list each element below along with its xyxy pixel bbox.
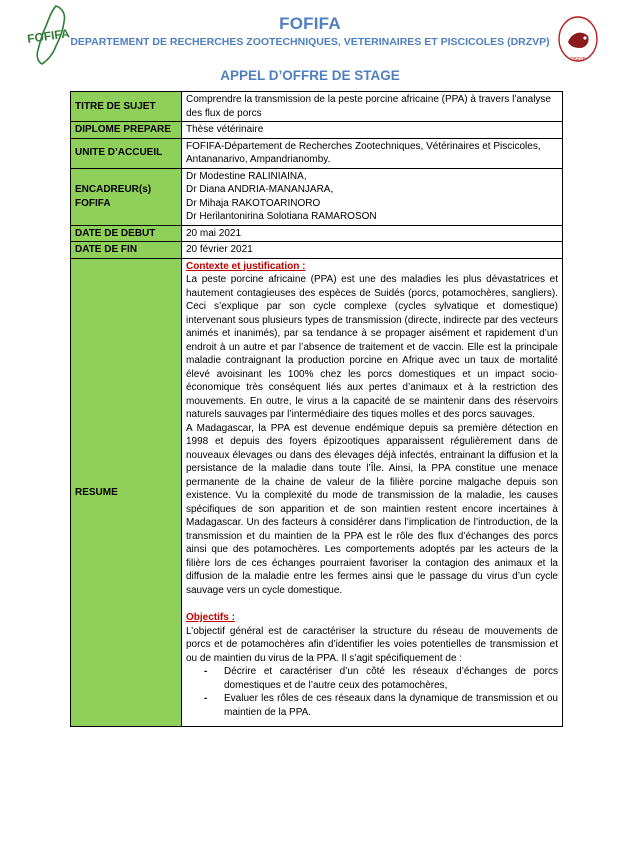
context-paragraph-1: La peste porcine africaine (PPA) est une des maladies les plus dévastatrices et hautement contagieuses des espèces de Suidés (porcs, potamochères, sangliers). Ceci s’explique par son cycle complexe (cycles sylvatique et domestique) intervenant sous plusieurs types de transmission (directe, indirecte par des vecteurs animés et inanimés), par sa tendance à se propager aisément et rapidement d’un endroit à un autre et par l’absence de traitement et de vaccin. Elle est la principale maladie contraignant la production porcine en Afrique avec un taux de mortalité élevé avoisinant les 100% chez les porcs domestiques et un impact socio-économique très conséquent liés aux pertes d’animaux et à la restriction des mouvements. En outre, le virus a la capacité de se maintenir dans des réservoirs naturels sauvages par l’intermédiaire des tiques molles et des porcs sauvages. [186,274,558,420]
label-titre: TITRE DE SUJET [71,92,182,122]
encadreur-name: Dr Herilantonirina Solotiana RAMAROSON [186,211,377,222]
offer-table [70,91,563,727]
value-fin: 20 février 2021 [182,242,563,259]
label-encadreur [71,168,182,225]
row-encadreur [71,168,563,225]
objective-item: - Evaluer les rôles de ces réseaux dans la dynamique de transmission et ou maintien de la PPA. [224,692,558,719]
value-unite: FOFIFA-Département de Recherches Zootechniques, Vétérinaires et Piscicoles, Antananarivo, Ampandrianomby. [182,138,563,168]
label-fin: DATE DE FIN [71,242,182,259]
objectives-title: Objectifs : [186,612,235,623]
label-diplome: DIPLOME PREPARE [71,122,182,139]
row-titre [71,92,563,122]
objective-item: - Décrire et caractériser d’un côté les réseaux d’échanges de porcs domestiques et de l’autre ceux des potamochères, [224,665,558,692]
encadreur-name: Dr Mihaja RAKOTOARINORO [186,197,321,209]
objectives-list [186,665,558,719]
context-paragraph-2: A Madagascar, la PPA est devenue endémique depuis sa première détection en 1998 et depuis des foyers épizootiques apparaissent régulièrement dans de nouveaux élevages ou dans des élevages déjà infectés, entrainant la diffusion et la persistance de la maladie dans toute l’Île. Ainsi, la PPA constitue une menace permanente de la chaine de valeur de la filière porcine malgache depuis son existence. Vu la complexité du mode de transmission de la maladie, les causes spécifiques de son apparition et de son maintien restent encore incertaines à Madagascar. Un des facteurs à considérer dans l’implication de l’introduction, de la transmission et du maintien de la PPA est le rôle des flux d’échanges des porcs ainsi que des potamochères. Les comportements adoptés par les acteurs de la filière lors de ces échanges pourraient favoriser la contagion des animaux et la diffusion de la maladie entre les fermes ainsi que le passage du virus d’un cycle sauvage vers un cycle domestique. [186,422,558,596]
row-resume [71,258,563,727]
value-diplome: Thèse vétérinaire [182,122,563,139]
row-unite [71,138,563,168]
label-unite: UNITE D’ACCUEIL [71,138,182,168]
org-name: FOFIFA [279,14,341,33]
value-encadreur [182,168,563,225]
label-encadreur-line2: FOFIFA [75,197,111,209]
encadreur-name: Dr Diana ANDRIA-MANANJARA, [186,184,334,195]
logo-left-text: FOFIFA [26,26,71,46]
row-diplome [71,122,563,139]
value-titre: Comprendre la transmission de la peste porcine africaine (PPA) à travers l’analyse des flux de porcs [182,92,563,122]
objectives-intro: L’objectif général est de caractériser la structure du réseau de mouvements de porcs et de potamochères afin d’identifier les voies potentielles de transmission et ou de maintien du virus de la PPA. Il s’agit spécifiquement de : [186,625,558,664]
document-title: APPEL D’OFFRE DE STAGE [220,68,400,83]
value-resume [182,258,563,727]
label-resume: RESUME [71,258,182,727]
encadreur-name: Dr Modestine RALINIAINA, [186,170,307,182]
label-encadreur-line1: ENCADREUR(s) [75,184,152,195]
context-title: Contexte et justification : [186,260,306,272]
value-debut: 20 mai 2021 [182,225,563,242]
row-debut [71,225,563,242]
department-name: DEPARTEMENT DE RECHERCHES ZOOTECHNIQUES, VETERINAIRES ET PISCICOLES (DRZVP) [70,36,550,48]
row-fin [71,242,563,259]
label-debut: DATE DE DEBUT [71,225,182,242]
logo-right-text: DRZVP [570,56,586,61]
